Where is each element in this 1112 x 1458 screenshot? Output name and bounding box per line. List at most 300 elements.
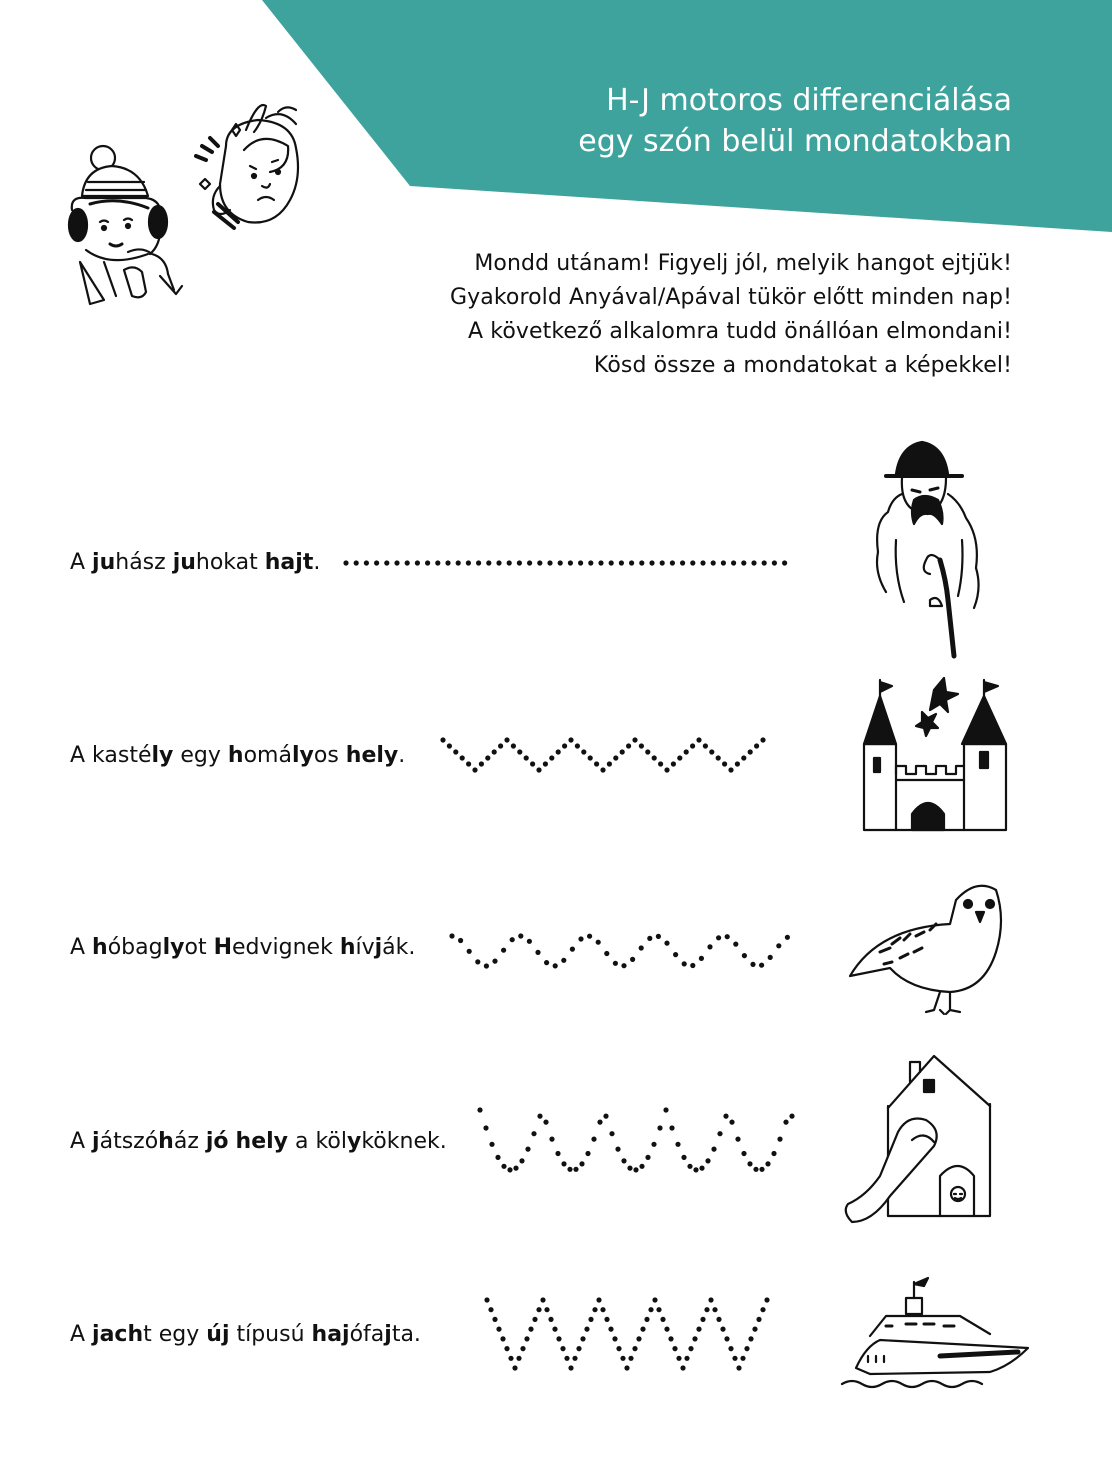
trace-dot xyxy=(528,1327,533,1332)
sentence-text: ív xyxy=(355,935,375,960)
trace-dot xyxy=(486,560,491,565)
trace-dot xyxy=(507,1167,512,1172)
instruction-line-1: Mondd utánam! Figyelj jól, melyik hangot ejtjük! xyxy=(474,251,1012,276)
trace-dot xyxy=(484,1297,489,1302)
highlighted-letters: h xyxy=(158,1129,174,1154)
trace-dot xyxy=(549,755,554,760)
trace-dot xyxy=(692,1336,697,1341)
highlighted-letters: ly xyxy=(291,743,314,768)
sentence-text: egy xyxy=(173,743,228,768)
trace-dot xyxy=(723,1114,728,1119)
trace-dot xyxy=(598,560,603,565)
trace-dot xyxy=(736,1365,741,1370)
trace-dot xyxy=(394,560,399,565)
shepherd-illustration xyxy=(877,442,979,656)
trace-dot xyxy=(544,1307,549,1312)
trace-dot xyxy=(732,1356,737,1361)
trace-dot xyxy=(669,1125,674,1130)
trace-dot xyxy=(579,1161,584,1166)
trace-dot xyxy=(721,560,726,565)
trace-dot xyxy=(567,1167,572,1172)
trace-dot xyxy=(754,743,759,748)
trace-dot xyxy=(518,933,523,938)
trace-dot xyxy=(690,963,695,968)
trace-dot xyxy=(476,560,481,565)
trace-dot xyxy=(561,958,566,963)
trace-dot xyxy=(612,1336,617,1341)
trace-dot xyxy=(596,1297,601,1302)
trace-dot xyxy=(477,1107,482,1112)
trace-dot xyxy=(445,560,450,565)
trace-dot xyxy=(656,1307,661,1312)
sentence-text: A xyxy=(70,1322,93,1347)
trace-dot xyxy=(684,1356,689,1361)
trace-dot xyxy=(664,941,669,946)
trace-dot xyxy=(543,761,548,766)
trace-dot xyxy=(524,755,529,760)
trace-dot xyxy=(472,767,477,772)
trace-dot xyxy=(728,767,733,772)
trace-dot xyxy=(489,1142,494,1147)
trace-dot xyxy=(504,1346,509,1351)
trace-dot xyxy=(585,1151,590,1156)
trace-dot xyxy=(537,560,542,565)
trace-dot xyxy=(675,1142,680,1147)
sentence-text: ófa xyxy=(349,1322,385,1347)
trace-dot xyxy=(699,956,704,961)
trace-dot xyxy=(664,1327,669,1332)
trace-dot xyxy=(731,560,736,565)
trace-dot xyxy=(556,1336,561,1341)
trace-dot xyxy=(507,560,512,565)
trace-dot xyxy=(594,761,599,766)
trace-dot xyxy=(498,743,503,748)
trace-dot xyxy=(475,959,480,964)
sentence-text: . xyxy=(313,550,321,575)
trace-dot xyxy=(688,1346,693,1351)
trace-dot xyxy=(449,933,454,938)
sentence-text: A xyxy=(70,1129,93,1154)
trace-dot xyxy=(485,755,490,760)
trace-dot xyxy=(405,560,410,565)
trace-dot xyxy=(656,934,661,939)
highlighted-letters: y xyxy=(347,1129,362,1154)
trace-dot xyxy=(549,1137,554,1142)
trace-dot xyxy=(690,743,695,748)
trace-dot xyxy=(511,743,516,748)
trace-dot xyxy=(740,1356,745,1361)
trace-dot xyxy=(580,1336,585,1341)
trace-dot xyxy=(536,1307,541,1312)
title-line-1: H-J motoros differenciálása xyxy=(606,83,1012,118)
trace-dot xyxy=(592,1307,597,1312)
trace-dot xyxy=(492,1317,497,1322)
trace-dot xyxy=(783,1120,788,1125)
trace-dot xyxy=(613,755,618,760)
trace-dot xyxy=(639,945,644,950)
trace-dot xyxy=(466,560,471,565)
trace-dot xyxy=(591,1137,596,1142)
trace-dot xyxy=(628,1356,633,1361)
trace-dot xyxy=(753,1167,758,1172)
castle-illustration xyxy=(864,678,1006,830)
sentence-text: átszó xyxy=(99,1129,159,1154)
trace-dot xyxy=(768,955,773,960)
trace-dot xyxy=(527,560,532,565)
trace-dot xyxy=(596,940,601,945)
sentence-text: os xyxy=(313,743,346,768)
yacht-illustration xyxy=(842,1278,1028,1387)
trace-dot xyxy=(578,936,583,941)
trace-dot xyxy=(619,560,624,565)
trace-dot xyxy=(681,1155,686,1160)
trace-dot xyxy=(765,1161,770,1166)
trace-dot xyxy=(532,1317,537,1322)
highlighted-letters: ly xyxy=(151,743,174,768)
sentence-text: A xyxy=(70,550,93,575)
trace-dot xyxy=(752,1327,757,1332)
trace-dot xyxy=(501,948,506,953)
trace-dot xyxy=(495,1155,500,1160)
trace-dot xyxy=(466,761,471,766)
trace-dot xyxy=(535,950,540,955)
trace-dot xyxy=(500,1336,505,1341)
trace-dot xyxy=(513,1166,518,1171)
trace-dot xyxy=(374,560,379,565)
trace-dot xyxy=(772,560,777,565)
trace-dot xyxy=(621,1158,626,1163)
trace-dot xyxy=(576,1346,581,1351)
trace-dot xyxy=(504,737,509,742)
trace-dot xyxy=(664,767,669,772)
trace-dot xyxy=(699,1166,704,1171)
trace-dot xyxy=(570,947,575,952)
trace-dot xyxy=(703,743,708,748)
trace-dot xyxy=(517,749,522,754)
trace-dot xyxy=(748,749,753,754)
trace-dot xyxy=(741,1151,746,1156)
trace-dot xyxy=(673,952,678,957)
trace-dot xyxy=(568,560,573,565)
trace-dot xyxy=(581,749,586,754)
trace-dot xyxy=(644,1317,649,1322)
trace-dot xyxy=(597,1120,602,1125)
sentence-text: okat xyxy=(209,550,265,575)
trace-dot xyxy=(524,1336,529,1341)
sentence-text: ta. xyxy=(391,1322,421,1347)
highlighted-letters: ly xyxy=(162,935,185,960)
trace-dot xyxy=(604,1317,609,1322)
trace-dot xyxy=(552,1327,557,1332)
trace-dot xyxy=(676,1356,681,1361)
trace-dot xyxy=(587,934,592,939)
trace-dot xyxy=(568,1365,573,1370)
trace-dot xyxy=(629,560,634,565)
trace-dot xyxy=(548,1317,553,1322)
trace-dot xyxy=(573,1167,578,1172)
trace-dot xyxy=(564,1356,569,1361)
trace-dot xyxy=(671,761,676,766)
trace-dot xyxy=(663,1107,668,1112)
highlighted-letters: j xyxy=(92,1129,100,1154)
highlighted-letters: jó xyxy=(205,1129,229,1154)
trace-dot xyxy=(759,1167,764,1172)
sentence-text: típusú xyxy=(229,1322,312,1347)
trace-dot xyxy=(776,943,781,948)
trace-dot xyxy=(684,749,689,754)
trace-dot xyxy=(639,1164,644,1169)
highlighted-letters: h xyxy=(92,935,108,960)
trace-dot xyxy=(756,1317,761,1322)
trace-dot xyxy=(467,949,472,954)
sentence-text: köknek. xyxy=(361,1129,447,1154)
trace-dot xyxy=(722,761,727,766)
trace-dot xyxy=(531,1131,536,1136)
highlighted-letters: új xyxy=(206,1322,230,1347)
trace-dot xyxy=(785,935,790,940)
trace-dot xyxy=(600,1307,605,1312)
trace-dot xyxy=(343,560,348,565)
trace-dot xyxy=(764,1297,769,1302)
trace-dot xyxy=(384,560,389,565)
trace-dot xyxy=(626,743,631,748)
trace-dot xyxy=(649,560,654,565)
trace-dot xyxy=(742,953,747,958)
sentence-text: omá xyxy=(243,743,292,768)
trace-dot xyxy=(555,1151,560,1156)
instruction-line-3: A következő alkalomra tudd önállóan elmondani! xyxy=(468,319,1012,344)
trace-dot xyxy=(578,560,583,565)
trace-dot xyxy=(510,937,515,942)
trace-dot xyxy=(537,1114,542,1119)
trace-dot xyxy=(483,1125,488,1130)
trace-dot xyxy=(621,963,626,968)
trace-dot xyxy=(711,1147,716,1152)
trace-dot xyxy=(616,1346,621,1351)
trace-dot xyxy=(660,560,665,565)
highlighted-letters: hely xyxy=(345,743,399,768)
trace-dot xyxy=(572,1356,577,1361)
trace-dot xyxy=(536,767,541,772)
trace-dot xyxy=(512,1365,517,1370)
trace-dot xyxy=(760,737,765,742)
trace-dot xyxy=(501,1164,506,1169)
trace-dot xyxy=(620,749,625,754)
trace-dot xyxy=(632,737,637,742)
trace-dot xyxy=(492,749,497,754)
trace-dot xyxy=(639,743,644,748)
trace-dot xyxy=(724,1336,729,1341)
highlighted-letters: ju xyxy=(92,550,116,575)
trace-dot xyxy=(630,957,635,962)
trace-dot xyxy=(492,959,497,964)
trace-dot xyxy=(520,1346,525,1351)
trace-dot xyxy=(750,962,755,967)
trace-dot xyxy=(704,1307,709,1312)
trace-dot xyxy=(636,1336,641,1341)
sentence-text: . xyxy=(398,743,406,768)
trace-dot xyxy=(705,1158,710,1163)
trace-dot xyxy=(588,1317,593,1322)
trace-dot xyxy=(615,1147,620,1152)
trace-dot xyxy=(613,961,618,966)
trace-dot xyxy=(789,1114,794,1119)
trace-dot xyxy=(588,560,593,565)
trace-dot xyxy=(354,560,359,565)
trace-dot xyxy=(729,1120,734,1125)
trace-dot xyxy=(660,1317,665,1322)
trace-dot xyxy=(760,1307,765,1312)
trace-dot xyxy=(544,960,549,965)
trace-dot xyxy=(633,1167,638,1172)
trace-dot xyxy=(670,560,675,565)
trace-dot xyxy=(709,749,714,754)
instruction-line-2: Gyakorold Anyával/Apával tükör előtt minden nap! xyxy=(450,285,1012,310)
trace-dot xyxy=(543,1120,548,1125)
trace-dot xyxy=(415,560,420,565)
trace-dot xyxy=(741,755,746,760)
trace-dot xyxy=(741,560,746,565)
trace-dot xyxy=(690,560,695,565)
trace-dot xyxy=(519,1158,524,1163)
trace-dot xyxy=(525,1147,530,1152)
sentence-text: edvignek xyxy=(232,935,340,960)
trace-dot xyxy=(762,560,767,565)
trace-dot xyxy=(632,1346,637,1351)
trace-dot xyxy=(609,560,614,565)
highlighted-letters: j xyxy=(384,1322,392,1347)
sentence-text: ász xyxy=(129,550,173,575)
trace-dot xyxy=(677,755,682,760)
trace-dot xyxy=(603,1114,608,1119)
sentence-text: áz xyxy=(173,1129,206,1154)
sentence-text: . xyxy=(408,935,416,960)
highlighted-letters: jach xyxy=(92,1322,144,1347)
trace-dot xyxy=(696,737,701,742)
trace-dot xyxy=(460,755,465,760)
trace-dot xyxy=(657,1125,662,1130)
trace-dot xyxy=(600,767,605,772)
sentence-text: t egy xyxy=(143,1322,207,1347)
trace-dot xyxy=(588,755,593,760)
trace-dot xyxy=(716,755,721,760)
trace-dot xyxy=(568,737,573,742)
sentence-text: óbag xyxy=(107,935,163,960)
trace-dot xyxy=(527,939,532,944)
trace-dot xyxy=(707,944,712,949)
trace-dot xyxy=(624,1365,629,1370)
trace-dot xyxy=(540,1297,545,1302)
trace-dot xyxy=(456,560,461,565)
trace-dot xyxy=(435,560,440,565)
trace-dot xyxy=(575,743,580,748)
trace-dot xyxy=(584,1327,589,1332)
trace-dot xyxy=(652,755,657,760)
trace-dot xyxy=(725,934,730,939)
trace-dot xyxy=(627,1166,632,1171)
trace-dot xyxy=(608,1327,613,1332)
trace-dot xyxy=(748,1336,753,1341)
trace-dot xyxy=(751,560,756,565)
sentence-text: h xyxy=(115,550,130,575)
trace-dot xyxy=(682,961,687,966)
trace-dot xyxy=(735,761,740,766)
trace-dot xyxy=(658,761,663,766)
trace-dot xyxy=(453,749,458,754)
trace-dot xyxy=(687,1164,692,1169)
trace-dot xyxy=(516,1356,521,1361)
highlighted-letters: H xyxy=(213,935,232,960)
trace-dot xyxy=(700,560,705,565)
highlighted-letters: j xyxy=(374,935,383,960)
trace-dot xyxy=(458,938,463,943)
trace-dot xyxy=(777,1137,782,1142)
trace-dot xyxy=(561,1161,566,1166)
trace-dot xyxy=(716,935,721,940)
trace-dot xyxy=(700,1317,705,1322)
trace-dot xyxy=(562,743,567,748)
trace-dot xyxy=(607,761,612,766)
trace-dot xyxy=(517,560,522,565)
sentence-text: A kasté xyxy=(70,743,152,768)
trace-dot xyxy=(558,560,563,565)
sentence-text: h xyxy=(195,550,210,575)
sentence-text: ot xyxy=(184,935,214,960)
trace-dot xyxy=(639,560,644,565)
trace-dot xyxy=(447,743,452,748)
highlighted-letters: h xyxy=(339,935,356,960)
trace-dot xyxy=(735,1137,740,1142)
trace-dot xyxy=(716,1317,721,1322)
sentence-text: a köl xyxy=(288,1129,347,1154)
owl-illustration xyxy=(850,886,1001,1014)
trace-dot xyxy=(744,1346,749,1351)
highlighted-letters: h xyxy=(227,743,244,768)
sentence-text: ák xyxy=(382,935,409,960)
trace-dot xyxy=(747,1161,752,1166)
trace-dot xyxy=(440,737,445,742)
trace-dot xyxy=(364,560,369,565)
trace-dot xyxy=(648,1307,653,1312)
trace-dot xyxy=(479,761,484,766)
trace-dot xyxy=(484,963,489,968)
children-illustration xyxy=(69,105,298,304)
trace-dot xyxy=(733,942,738,947)
trace-dot xyxy=(680,560,685,565)
sentence-text: A xyxy=(70,935,93,960)
trace-dot xyxy=(645,1155,650,1160)
trace-dot xyxy=(645,749,650,754)
title-line-2: egy szón belül mondatokban xyxy=(578,124,1012,159)
trace-dot xyxy=(652,1297,657,1302)
trace-dot xyxy=(553,963,558,968)
trace-dot xyxy=(640,1327,645,1332)
trace-dot xyxy=(556,749,561,754)
trace-dot xyxy=(647,936,652,941)
trace-dot xyxy=(425,560,430,565)
trace-dot xyxy=(708,1297,713,1302)
trace-dot xyxy=(560,1346,565,1351)
trace-dot xyxy=(680,1365,685,1370)
highlighted-letters: ju xyxy=(172,550,196,575)
trace-dot xyxy=(488,1307,493,1312)
trace-dot xyxy=(668,1336,673,1341)
trace-dot xyxy=(717,1131,722,1136)
trace-dot xyxy=(759,963,764,968)
trace-dot xyxy=(496,1327,501,1332)
instruction-line-4: Kösd össze a mondatokat a képekkel! xyxy=(593,353,1012,378)
playhouse-illustration xyxy=(846,1056,990,1222)
